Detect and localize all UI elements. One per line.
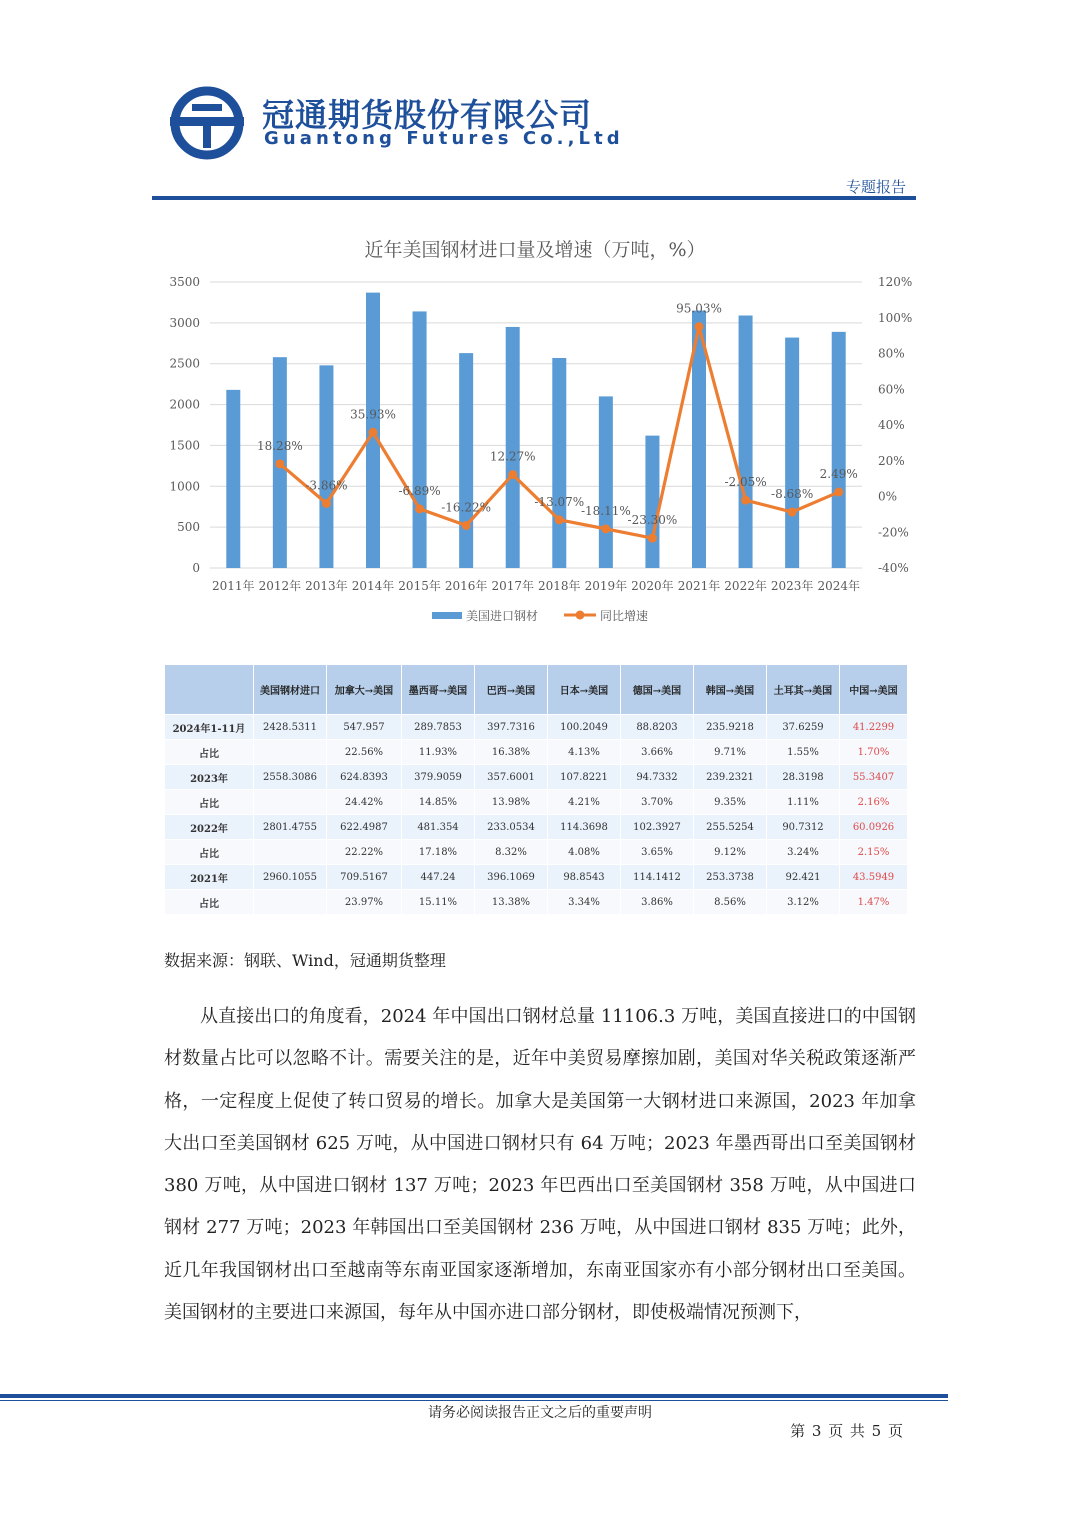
table-row: [165, 740, 908, 765]
table-header-cell: 韩国→美国: [694, 665, 767, 715]
table-cell: 709.5167: [327, 865, 402, 890]
table-header-cell: 中国→美国: [840, 665, 908, 715]
report-type-label: 专题报告: [845, 178, 906, 196]
data-label: -3.86%: [305, 478, 348, 493]
table-cell: 88.8203: [621, 715, 694, 740]
bar: [599, 396, 613, 568]
table-cell: 3.66%: [621, 740, 694, 765]
x-tick-label: 2021年: [677, 579, 721, 593]
body-paragraph: 从直接出口的角度看，2024 年中国出口钢材总量 11106.3 万吨，美国直接进口的中国钢材数量占比可以忽略不计。需要关注的是，近年中美贸易摩擦加剧，美国对华关税政策逐渐严格，一定程度上促使了转口贸易的增长。加拿大是美国第一大钢材进口来源国，2023 年加拿大出口至美国钢材 625 万吨，从中国进口钢材只有 64 万吨；2023 年墨西哥出口至美国钢材 380 万吨，从中国进口钢材 137 万吨；2023 年巴西出口至美国钢材 358 万吨，从中国进口钢材 277 万吨；2023 年韩国出口至美国钢材 236 万吨，从中国进口钢材 835 万吨；此外，近几年我国钢材出口至越南等东南亚国家逐渐增加，东南亚国家亦有小部分钢材出口至美国。美国钢材的主要进口来源国，每年从中国亦进口部分钢材，即使极端情况预测下，: [164, 1006, 916, 1324]
table-cell: 11.93%: [402, 740, 475, 765]
table-cell: 397.7316: [475, 715, 548, 740]
bar: [413, 311, 427, 568]
line-point: [648, 534, 657, 543]
x-tick-label: 2017年: [491, 579, 534, 593]
line-point: [275, 459, 284, 468]
steel-import-chart: [150, 228, 930, 638]
table-cell: 2428.5311: [254, 715, 327, 740]
data-source-note: 数据来源：钢联、Wind，冠通期货整理: [164, 951, 446, 970]
guantong-logo-icon: [170, 86, 244, 160]
table-cell: 481.354: [402, 815, 475, 840]
table-cell: 107.8221: [548, 765, 621, 790]
table-cell: 1.55%: [767, 740, 840, 765]
table-cell: 22.56%: [327, 740, 402, 765]
table-row: [165, 815, 908, 840]
bar: [506, 327, 520, 568]
table-cell: 41.2299: [840, 715, 908, 740]
footer-divider-thin: [0, 1400, 948, 1401]
table-row: [165, 765, 908, 790]
x-tick-label: 2019年: [584, 579, 628, 593]
header-divider: [152, 196, 916, 200]
data-label: 95.03%: [676, 301, 722, 316]
chart-gridlines: [210, 282, 862, 568]
legend-swatch-marker: [576, 611, 585, 620]
footer-divider: [0, 1394, 948, 1398]
table-row: [165, 715, 908, 740]
table-cell: [254, 740, 327, 765]
table-cell: 55.3407: [840, 765, 908, 790]
y-right-tick-label: 20%: [878, 453, 905, 468]
table-row-label: 占比: [165, 840, 254, 865]
table-cell: 379.9059: [402, 765, 475, 790]
table-cell: 3.34%: [548, 890, 621, 915]
table-cell: 1.47%: [840, 890, 908, 915]
bar: [739, 316, 753, 568]
table-cell: 2558.3086: [254, 765, 327, 790]
table-cell: 2.16%: [840, 790, 908, 815]
bar: [226, 390, 240, 568]
bar: [645, 436, 659, 568]
table-cell: [254, 840, 327, 865]
x-tick-label: 2015年: [398, 579, 441, 593]
table-cell: 37.6259: [767, 715, 840, 740]
chart-legend: [432, 608, 648, 623]
line-point: [834, 488, 843, 497]
x-tick-label: 2013年: [305, 579, 348, 593]
table-cell: 23.97%: [327, 890, 402, 915]
y-right-tick-label: 100%: [878, 310, 913, 325]
table-cell: [254, 790, 327, 815]
table-cell: 624.8393: [327, 765, 402, 790]
x-tick-label: 2016年: [444, 579, 488, 593]
table-cell: 16.38%: [475, 740, 548, 765]
y-left-tick-label: 2500: [169, 356, 200, 371]
x-tick-label: 2020年: [631, 579, 674, 593]
table-cell: 1.70%: [840, 740, 908, 765]
line-point: [788, 508, 797, 517]
table-cell: 28.3198: [767, 765, 840, 790]
data-label: -18.11%: [580, 503, 631, 518]
table-header-cell: 德国→美国: [621, 665, 694, 715]
footer-disclaimer: 请务必阅读报告正文之后的重要声明: [428, 1405, 652, 1421]
table-cell: 100.2049: [548, 715, 621, 740]
y-right-tick-label: 60%: [878, 382, 905, 397]
table-cell: 114.1412: [621, 865, 694, 890]
x-tick-label: 2012年: [258, 579, 302, 593]
table-cell: 4.21%: [548, 790, 621, 815]
table-cell: 3.65%: [621, 840, 694, 865]
x-tick-label: 2022年: [724, 579, 767, 593]
data-label: -2.05%: [724, 475, 767, 490]
line-point: [322, 499, 331, 508]
table-cell: 8.32%: [475, 840, 548, 865]
line-point: [741, 496, 750, 505]
table-cell: 289.7853: [402, 715, 475, 740]
y-left-tick-label: 500: [177, 520, 200, 535]
table-row: [165, 790, 908, 815]
table-header-cell: 巴西→美国: [475, 665, 548, 715]
data-label: 12.27%: [489, 449, 536, 464]
table-cell: 233.0534: [475, 815, 548, 840]
table-header-cell: 墨西哥→美国: [402, 665, 475, 715]
table-cell: 357.6001: [475, 765, 548, 790]
table-cell: 3.24%: [767, 840, 840, 865]
bar: [832, 332, 846, 568]
body-text: [164, 996, 916, 1334]
table-cell: 17.18%: [402, 840, 475, 865]
table-cell: 90.7312: [767, 815, 840, 840]
table-cell: 4.08%: [548, 840, 621, 865]
table-cell: 239.2321: [694, 765, 767, 790]
table-cell: 13.38%: [475, 890, 548, 915]
table-row-label: 2021年: [165, 865, 254, 890]
bar: [319, 365, 333, 568]
table-row-label: 占比: [165, 740, 254, 765]
y-left-tick-label: 0: [192, 561, 200, 575]
table-cell: 15.11%: [402, 890, 475, 915]
y-right-tick-label: 80%: [878, 346, 905, 361]
table-cell: 14.85%: [402, 790, 475, 815]
table-header-cell: 加拿大→美国: [327, 665, 402, 715]
y-left-tick-label: 3500: [169, 275, 200, 289]
y-left-tick-label: 3000: [169, 315, 200, 330]
table-cell: 9.35%: [694, 790, 767, 815]
line-point: [508, 470, 517, 479]
data-label: -23.30%: [627, 513, 678, 528]
data-label: -13.07%: [534, 494, 585, 509]
table-row: [165, 840, 908, 865]
table-cell: 255.5254: [694, 815, 767, 840]
table-header-cell: 美国钢材进口: [254, 665, 327, 715]
y-right-tick-label: 0%: [878, 489, 898, 504]
legend-label: 同比增速: [600, 609, 649, 623]
table-cell: 60.0926: [840, 815, 908, 840]
table-cell: 396.1069: [475, 865, 548, 890]
table-header-row: [165, 665, 908, 715]
company-name-cn: 冠通期货股份有限公司: [262, 96, 593, 134]
table-row: [165, 865, 908, 890]
x-tick-label: 2014年: [351, 579, 395, 593]
table-cell: 92.421: [767, 865, 840, 890]
line-point: [695, 322, 704, 331]
table-cell: 24.42%: [327, 790, 402, 815]
table-cell: 9.12%: [694, 840, 767, 865]
bar: [785, 338, 799, 568]
table-cell: 2960.1055: [254, 865, 327, 890]
table-cell: 3.86%: [621, 890, 694, 915]
table-cell: 4.13%: [548, 740, 621, 765]
table-row-label: 占比: [165, 890, 254, 915]
line-point: [601, 524, 610, 533]
y-left-tick-label: 1500: [169, 438, 200, 453]
data-label: -6.89%: [398, 483, 441, 498]
table-cell: 1.11%: [767, 790, 840, 815]
table-cell: [254, 890, 327, 915]
table-cell: 235.9218: [694, 715, 767, 740]
table-cell: 98.8543: [548, 865, 621, 890]
table-row: [165, 890, 908, 915]
data-label: -16.22%: [441, 500, 492, 515]
legend-swatch-bar: [432, 612, 462, 619]
table-cell: 8.56%: [694, 890, 767, 915]
y-right-tick-label: -20%: [878, 525, 909, 540]
y-left-tick-label: 1000: [169, 479, 200, 494]
y-right-tick-label: -40%: [878, 561, 909, 575]
table-cell: 447.24: [402, 865, 475, 890]
table-cell: 2.15%: [840, 840, 908, 865]
table-cell: 3.12%: [767, 890, 840, 915]
table-cell: 102.3927: [621, 815, 694, 840]
table-cell: 114.3698: [548, 815, 621, 840]
data-label: 18.28%: [256, 438, 303, 453]
chart-title: 近年美国钢材进口量及增速（万吨，%）: [364, 239, 706, 261]
line-point: [415, 504, 424, 513]
table-cell: 253.3738: [694, 865, 767, 890]
table-cell: 9.71%: [694, 740, 767, 765]
table-cell: 43.5949: [840, 865, 908, 890]
table-row-label: 2023年: [165, 765, 254, 790]
x-tick-label: 2011年: [212, 579, 255, 593]
x-tick-label: 2024年: [817, 579, 860, 593]
table-cell: 3.70%: [621, 790, 694, 815]
table-cell: 2801.4755: [254, 815, 327, 840]
table-row-label: 占比: [165, 790, 254, 815]
company-name-en: Guantong Futures Co.,Ltd: [264, 128, 624, 149]
table-header-cell: [165, 665, 254, 715]
data-label: 2.49%: [819, 467, 858, 482]
bar: [459, 353, 473, 568]
page-number: 第 3 页 共 5 页: [790, 1422, 904, 1440]
data-label: -8.68%: [771, 487, 814, 502]
table-cell: 13.98%: [475, 790, 548, 815]
legend-label: 美国进口钢材: [466, 609, 539, 623]
y-right-tick-label: 40%: [878, 418, 905, 432]
bar: [552, 358, 566, 568]
table-cell: 622.4987: [327, 815, 402, 840]
steel-import-source-table: [164, 664, 908, 915]
line-point: [462, 521, 471, 530]
table-cell: 547.957: [327, 715, 402, 740]
x-tick-label: 2018年: [538, 579, 581, 593]
y-left-tick-label: 2000: [169, 397, 200, 412]
line-point: [369, 428, 378, 437]
line-point: [555, 515, 564, 524]
table-header-cell: 土耳其→美国: [767, 665, 840, 715]
x-tick-label: 2023年: [770, 579, 814, 593]
table-header-cell: 日本→美国: [548, 665, 621, 715]
table-row-label: 2022年: [165, 815, 254, 840]
data-label: 35.93%: [350, 407, 396, 422]
table-row-label: 2024年1-11月: [165, 715, 254, 740]
table-cell: 94.7332: [621, 765, 694, 790]
y-right-tick-label: 120%: [878, 275, 913, 289]
table-cell: 22.22%: [327, 840, 402, 865]
